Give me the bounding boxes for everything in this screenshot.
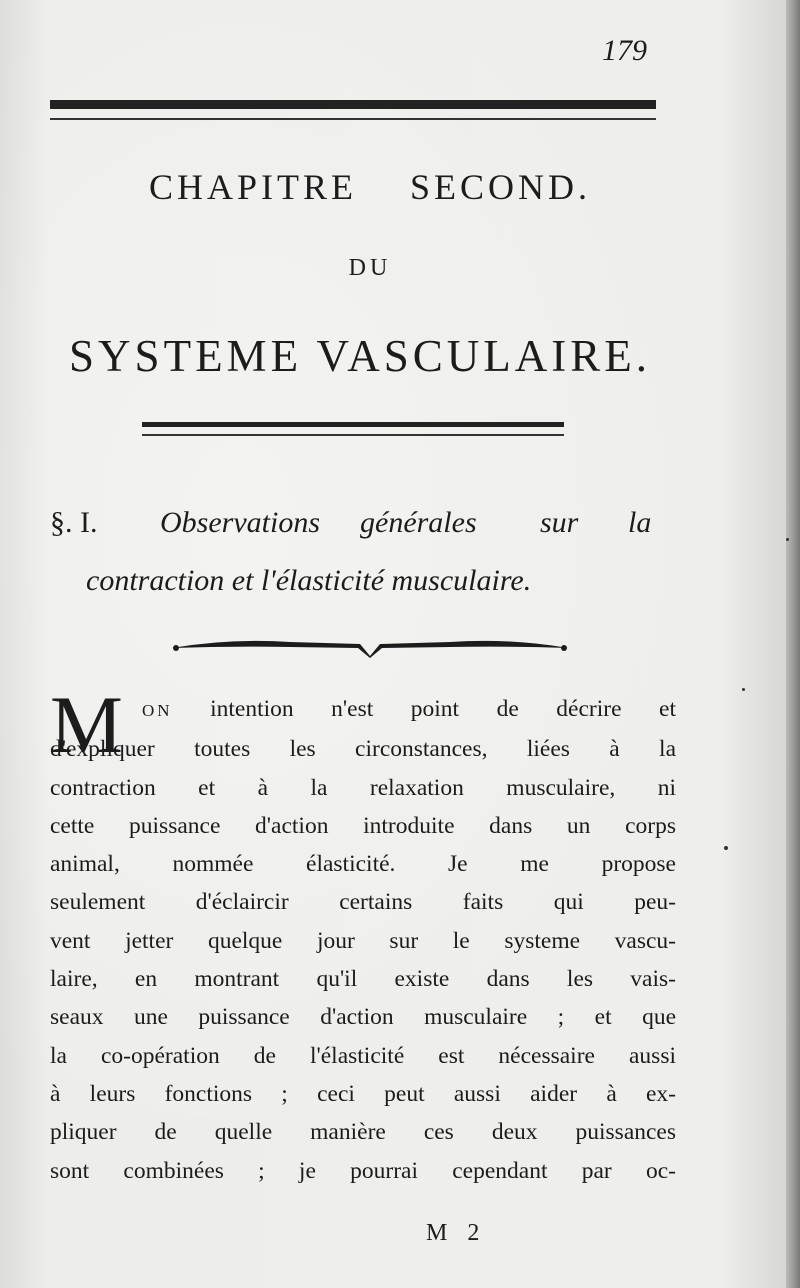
body-line: animal, nommée élasticité. Je me propose xyxy=(50,851,676,878)
section-heading-line-2: contraction et l'élasticité musculaire. xyxy=(86,564,532,597)
body-line-text: intention n'est point de décrire et xyxy=(210,696,677,722)
body-line xyxy=(50,690,676,730)
body-line: seaux une puissance d'action musculaire ; et que xyxy=(50,1004,676,1031)
paper-speck xyxy=(742,688,745,691)
section-word: Observations xyxy=(160,506,320,539)
section-word: sur xyxy=(540,506,579,539)
page-edge-shadow xyxy=(786,0,800,1288)
header-rule-thin xyxy=(50,118,656,120)
body-line: vent jetter quelque jour sur le systeme vascu- xyxy=(50,927,676,954)
page-number: 179 xyxy=(602,34,647,67)
first-word-smallcaps: ON xyxy=(142,701,173,720)
section-heading-line-1 xyxy=(50,494,680,552)
body-line: à leurs fonctions ; ceci peut aussi aider à ex- xyxy=(50,1080,676,1107)
chapter-heading: CHAPITRE SECOND. xyxy=(148,167,592,207)
body-line: pliquer de quelle manière ces deux puissances xyxy=(50,1119,676,1146)
body-line: contraction et à la relaxation musculaire, ni xyxy=(50,774,676,801)
paper-speck xyxy=(724,846,728,850)
body-line: d'expliquer toutes les circonstances, liées à la xyxy=(50,736,676,763)
section-word: générales xyxy=(360,506,477,539)
body-line: la co-opération de l'élasticité est nécessaire aussi xyxy=(50,1042,676,1069)
signature-mark: M 2 xyxy=(426,1220,480,1246)
ornament-divider xyxy=(170,632,570,660)
title-rule-thin xyxy=(142,434,564,436)
section-word: la xyxy=(628,506,652,539)
body-line: sont combinées ; je pourrai cependant par oc- xyxy=(50,1157,676,1184)
chapter-title: SYSTEME VASCULAIRE. xyxy=(69,331,651,381)
body-line: laire, en montrant qu'il existe dans les vais- xyxy=(50,966,676,993)
drop-cap: M xyxy=(50,679,123,770)
section-heading xyxy=(50,494,680,610)
title-rule-thick xyxy=(142,422,564,427)
body-line: seulement d'éclaircir certains faits qui peu- xyxy=(50,889,676,916)
body-line: cette puissance d'action introduite dans un corps xyxy=(50,812,676,839)
body-paragraph xyxy=(50,679,677,1190)
paper-speck xyxy=(786,538,789,541)
chapter-du: DU xyxy=(348,255,392,281)
section-number: §. I. xyxy=(50,506,98,539)
header-rule-thick xyxy=(50,100,656,109)
